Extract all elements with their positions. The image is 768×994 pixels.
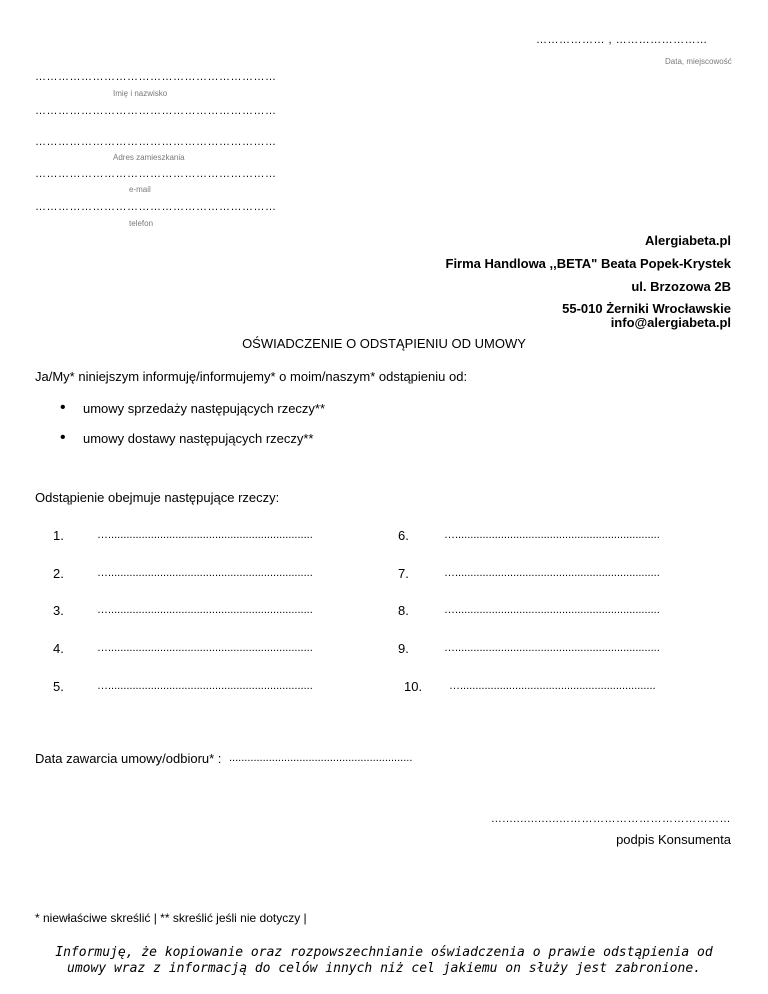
intro-text: Ja/My* niniejszym informuję/informujemy* o moim/naszym* odstąpieniu od: (35, 369, 468, 384)
items-heading: Odstąpienie obejmuje następujące rzeczy: (35, 490, 280, 505)
recipient-line-1: Alergiabeta.pl (645, 233, 731, 248)
recipient-line-2: Firma Handlowa ,,BETA" Beata Popek-Krystek (445, 256, 731, 271)
address-label: Adres zamieszkania (113, 153, 185, 162)
option-delivery[interactable]: umowy dostawy następujących rzeczy** (83, 431, 314, 446)
email-label: e-mail (129, 185, 151, 194)
item-field[interactable]: …................................................................... (444, 604, 660, 616)
item-field[interactable]: …................................................................... (97, 604, 313, 616)
bullet-icon: • (60, 429, 66, 446)
recipient-line-4: 55-010 Żerniki Wrocławskie (562, 301, 731, 316)
copyright-notice: Informuję, że kopiowanie oraz rozpowszechnianie oświadczenia o prawie odstąpienia od umowy wraz z informacją do celów innych niż cel jakiemu on służy jest zabronione. (55, 945, 713, 976)
item-number: 10. (404, 679, 423, 694)
date-place-field[interactable]: ……………… , …………………… (536, 34, 708, 46)
contract-date-field[interactable]: ............................................................ (229, 752, 413, 764)
page-title: OŚWIADCZENIE O ODSTĄPIENIU OD UMOWY (242, 336, 526, 351)
address-field-1[interactable]: ……………………………………………………… (35, 105, 277, 117)
address-field-2[interactable]: ……………………………………………………… (35, 136, 277, 148)
recipient-line-3: ul. Brzozowa 2B (631, 279, 731, 294)
name-label: Imię i nazwisko (113, 89, 168, 98)
item-number: 8. (398, 603, 409, 618)
phone-field[interactable]: ……………………………………………………… (35, 201, 277, 213)
item-number: 1. (53, 528, 64, 543)
option-sale[interactable]: umowy sprzedaży następujących rzeczy** (83, 401, 326, 416)
signature-field[interactable]: …...................…………………………………… (490, 813, 731, 825)
item-field[interactable]: …................................................................... (97, 680, 313, 692)
date-place-label: Data, miejscowość (665, 57, 732, 66)
item-field[interactable]: …................................................................... (97, 567, 313, 579)
contract-date-label: Data zawarcia umowy/odbioru* : (35, 751, 222, 766)
item-field[interactable]: …................................................................... (97, 529, 313, 541)
email-field[interactable]: ……………………………………………………… (35, 168, 277, 180)
phone-label: telefon (129, 219, 154, 228)
item-field[interactable]: …................................................................... (444, 567, 660, 579)
item-number: 2. (53, 566, 64, 581)
item-field[interactable]: …................................................................ (449, 680, 656, 692)
item-number: 4. (53, 641, 64, 656)
item-number: 5. (53, 679, 64, 694)
footnote: * niewłaściwe skreślić | ** skreślić jeśli nie dotyczy | (35, 911, 307, 925)
item-number: 3. (53, 603, 64, 618)
name-field[interactable]: ……………………………………………………… (35, 71, 277, 83)
bullet-icon: • (60, 399, 66, 416)
recipient-line-5: info@alergiabeta.pl (610, 315, 731, 330)
signature-label: podpis Konsumenta (616, 832, 731, 847)
item-number: 9. (398, 641, 409, 656)
item-field[interactable]: …................................................................... (444, 529, 660, 541)
item-number: 7. (398, 566, 409, 581)
item-number: 6. (398, 528, 409, 543)
item-field[interactable]: …................................................................... (97, 642, 313, 654)
item-field[interactable]: …................................................................... (444, 642, 660, 654)
